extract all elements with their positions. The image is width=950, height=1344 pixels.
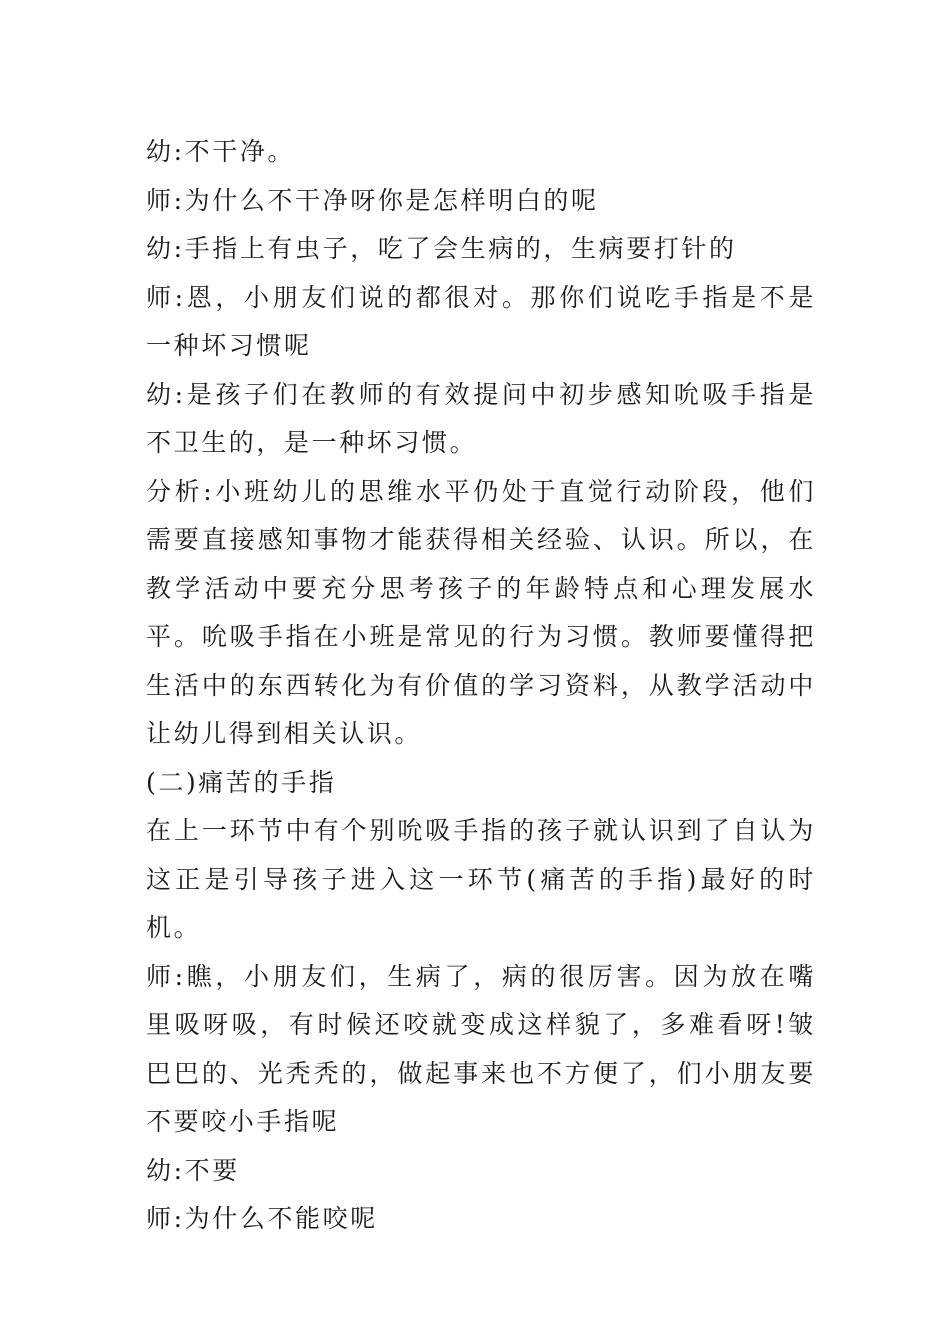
section-heading-painful-finger: (二)痛苦的手指 [146,767,337,797]
dialogue-line-teacher-bad-habit: 师:恩，小朋友们说的都很对。那你们说吃手指是不是一种坏习惯呢 [146,282,816,360]
transition-paragraph: 在上一环节中有个别吮吸手指的孩子就认识到了自认为这正是引导孩子进入这一环节(痛苦的手指)最好的时机。 [146,816,816,942]
dialogue-line-teacher-why-not-bite: 师:为什么不能咬呢 [146,1204,378,1233]
dialogue-line-child-not-clean: 幼:不干净。 [146,137,296,166]
dialogue-line-teacher-why-not-clean: 师:为什么不干净呀你是怎样明白的呢 [146,185,599,215]
dialogue-line-child-no: 幼:不要 [146,1155,240,1185]
dialogue-line-child-bugs: 幼:手指上有虫子，吃了会生病的，生病要打针的 [146,234,737,263]
document-body [146,128,816,1244]
dialogue-line-teacher-look: 师:瞧，小朋友们，生病了，病的很厉害。因为放在嘴里吸呀吸，有时候还咬就变成这样貌了，多难看呀!皱巴巴的、光秃秃的，做起事来也不方便了，们小朋友要不要咬小手指呢 [146,961,816,1136]
analysis-paragraph: 分析:小班幼儿的思维水平仍处于直觉行动阶段，他们需要直接感知事物才能获得相关经验、认识。所以，在教学活动中要充分思考孩子的年龄特点和心理发展水平。吮吸手指在小班是常见的行为习惯。教师要懂得把生活中的东西转化为有价值的学习资料，从教学活动中让幼儿得到相关认识。 [146,476,816,748]
dialogue-line-child-perceive: 幼:是孩子们在教师的有效提问中初步感知吮吸手指是不卫生的，是一种坏习惯。 [146,379,816,457]
